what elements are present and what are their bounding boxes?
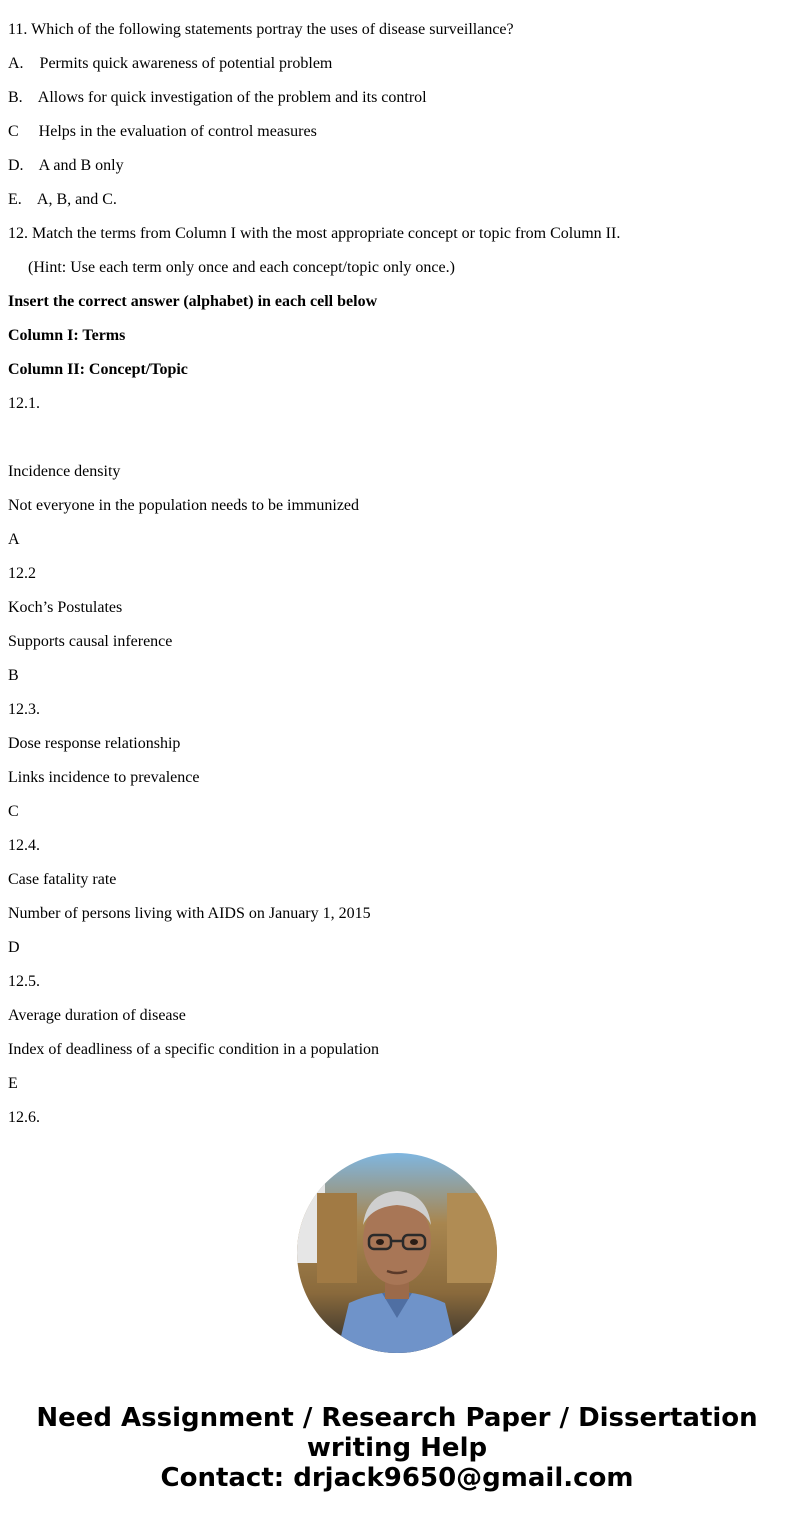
row-concept: Supports causal inference xyxy=(8,633,173,650)
row-number: 12.5. xyxy=(8,973,40,990)
option-b: B. Allows for quick investigation of the problem and its control xyxy=(8,89,427,106)
option-c: C Helps in the evaluation of control measures xyxy=(8,123,317,140)
option-a: A. Permits quick awareness of potential problem xyxy=(8,55,333,72)
option-d: D. A and B only xyxy=(8,157,124,174)
row-term: Case fatality rate xyxy=(8,871,117,888)
row-letter: C xyxy=(8,803,19,820)
row-letter: A xyxy=(8,531,20,548)
column-1-header: Column I: Terms xyxy=(8,327,126,344)
row-number: 12.2 xyxy=(8,565,36,582)
promo-line-1: Need Assignment / Research Paper / Dissertation xyxy=(36,1403,758,1433)
row-term: Dose response relationship xyxy=(8,735,181,752)
row-concept: Index of deadliness of a specific condition in a population xyxy=(8,1041,380,1058)
promo-line-2: writing Help xyxy=(306,1433,488,1463)
row-number: 12.6. xyxy=(8,1109,40,1124)
row-term: Average duration of disease xyxy=(8,1007,186,1024)
answer-instruction: Insert the correct answer (alphabet) in each cell below xyxy=(8,293,378,310)
row-number: 12.4. xyxy=(8,837,40,854)
row-concept: Number of persons living with AIDS on January 1, 2015 xyxy=(8,905,371,922)
question-12-hint: (Hint: Use each term only once and each concept/topic only once.) xyxy=(8,259,455,276)
author-photo xyxy=(297,1153,497,1353)
question-11: 11. Which of the following statements portray the uses of disease surveillance? xyxy=(8,21,514,38)
row-term: Koch’s Postulates xyxy=(8,599,123,616)
row-letter: D xyxy=(8,939,20,956)
row-number: 12.1. xyxy=(8,395,40,412)
promo-banner xyxy=(0,1403,794,1493)
option-e: E. A, B, and C. xyxy=(8,191,117,208)
column-2-header: Column II: Concept/Topic xyxy=(8,361,188,378)
row-number: 12.3. xyxy=(8,701,40,718)
row-letter: E xyxy=(8,1075,18,1092)
row-concept: Not everyone in the population needs to be immunized xyxy=(8,497,360,514)
question-12: 12. Match the terms from Column I with the most appropriate concept or topic from Column II. xyxy=(8,225,621,242)
promo-contact: Contact: drjack9650@gmail.com xyxy=(160,1463,634,1493)
row-term: Incidence density xyxy=(8,463,121,480)
row-concept: Links incidence to prevalence xyxy=(8,769,200,786)
row-letter: B xyxy=(8,667,19,684)
portrait-image xyxy=(297,1153,497,1353)
